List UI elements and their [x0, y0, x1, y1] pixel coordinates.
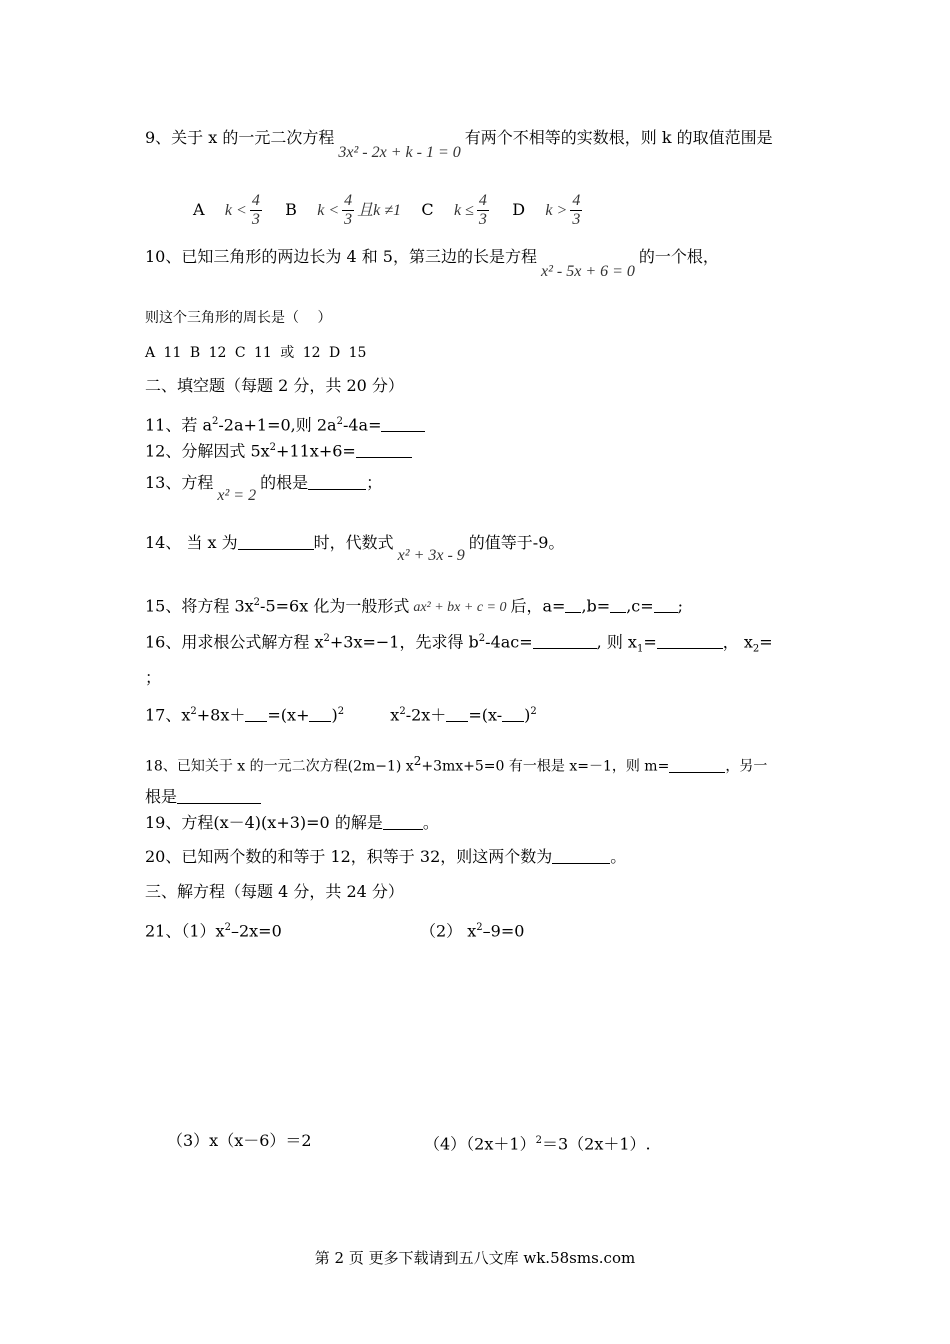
question-21-part-4: $(4)(2x+1)^2=3(2x+1)$. — [424, 1134, 651, 1154]
question-20: 20、已知两个数的和等于 12，积等于 32，则这两个数为 。 — [145, 847, 627, 866]
q14-expression: x² + 3x - 9 — [397, 547, 465, 564]
section-2-heading: 二、填空题（每题 2 分，共 20 分） — [145, 376, 404, 395]
q9-options — [193, 188, 585, 233]
q10-line2: 则这个三角形的周长是（ ） — [145, 310, 332, 326]
q10-options: A 11 B 12 C 11 或 12 D 15 — [145, 345, 367, 361]
q10-text: 10、已知三角形的两边长为 4 和 5，第三边的长是方程 — [145, 247, 537, 266]
q17-blank-1[interactable] — [245, 705, 267, 722]
question-21-part-1: 21、$(1)x^2-2x=0$ — [145, 921, 282, 941]
q9-option-a-fraction: $\frac{4}{3}$ — [251, 192, 260, 228]
section-3-heading: 三、解方程（每题 4 分，共 24 分） — [145, 882, 404, 901]
q12-blank[interactable] — [356, 441, 412, 458]
question-11: 11、若 $a^2-2a+1=0$,则 $2a^2-4a=$ — [145, 412, 425, 435]
q9-tail: 有两个不相等的实数根，则 k 的取值范围是 — [464, 128, 773, 147]
question-16: 16、用求根公式解方程 $x^2+3x=-1$，先求得 $b^2-4ac=$ , 则 $x_1=$ ， $x_2=$ — [145, 632, 773, 655]
q18-blank-root[interactable] — [177, 787, 261, 804]
q9-option-b-tail: 且k ≠1 — [357, 202, 402, 219]
q9-option-a-expr: k < — [224, 202, 247, 219]
question-9 — [145, 128, 773, 161]
q17-blank-3[interactable] — [446, 705, 468, 722]
question-13: 13、方程x² = 2的根是 ； — [145, 473, 383, 504]
q16-line2: ； — [145, 668, 162, 687]
q9-option-d-expr: k > — [545, 202, 568, 219]
q17-blank-2[interactable] — [309, 705, 331, 722]
question-18: 18、已知关于 x 的一元二次方程(2m−1) $x^2+3mx+5=0$ 有一根是 x=－1，则 m= ，另一 — [145, 754, 768, 775]
q18-blank-m[interactable] — [669, 756, 725, 773]
q9-option-b-fraction: $\frac{4}{3}$ — [344, 192, 353, 228]
q9-option-c-expr: k ≤ — [454, 202, 474, 219]
q14-blank[interactable] — [238, 533, 314, 550]
q13-blank[interactable] — [308, 473, 366, 490]
q9-option-c-fraction: $\frac{4}{3}$ — [478, 192, 487, 228]
question-15: 15、将方程 $3x^2-5=6x$ 化为一般形式 ax² + bx + c = 0 后，a= ,b= ,c= ; — [145, 596, 684, 616]
question-19: 19、方程(x－4)(x+3)=0 的解是 。 — [145, 813, 439, 832]
q15-blank-c[interactable] — [654, 596, 678, 613]
question-21-part-2: （2） $x^2-9=0$ — [420, 921, 525, 941]
q10-tail: 的一个根， — [638, 247, 719, 266]
q9-option-b-expr: k < — [317, 202, 340, 219]
question-17: 17、$x^2+8x+ =(x+ )^2$ $x^2-2x+ =(x-$ )$^2$ — [145, 705, 537, 725]
q13-equation: x² = 2 — [217, 487, 257, 504]
q16-blank-discriminant[interactable] — [533, 632, 597, 649]
q9-option-b-label: B — [285, 200, 297, 219]
question-10 — [145, 247, 719, 280]
q16-blank-x1[interactable] — [657, 632, 723, 649]
q15-general-form: ax² + bx + c = 0 — [413, 600, 507, 616]
q20-blank[interactable] — [552, 847, 610, 864]
q15-blank-b[interactable] — [610, 596, 626, 613]
q19-blank[interactable] — [383, 813, 423, 830]
q10-equation: x² - 5x + 6 = 0 — [540, 263, 635, 280]
question-12: 12、分解因式 $5x^2+11x+6=$ — [145, 438, 412, 461]
page-footer: 第 2 页 更多下载请到五八文库 wk.58sms.com — [314, 1249, 636, 1267]
q9-option-d-fraction: $\frac{4}{3}$ — [572, 192, 581, 228]
q15-blank-a[interactable] — [565, 596, 581, 613]
q9-option-c-label: C — [421, 200, 434, 219]
question-21-part-3: （3）x（x－6）＝2 — [167, 1131, 312, 1150]
q9-equation: 3x² - 2x + k - 1 = 0 — [338, 144, 461, 161]
q9-option-d-label: D — [512, 200, 526, 219]
q17-blank-4[interactable] — [502, 705, 524, 722]
q18-line2: 根是 — [145, 787, 261, 807]
q9-option-a-label: A — [193, 200, 205, 219]
question-14: 14、 当 x 为 时，代数式x² + 3x - 9的值等于-9。 — [145, 533, 565, 564]
q9-text: 9、关于 x 的一元二次方程 — [145, 128, 335, 147]
q11-blank[interactable] — [381, 415, 425, 432]
